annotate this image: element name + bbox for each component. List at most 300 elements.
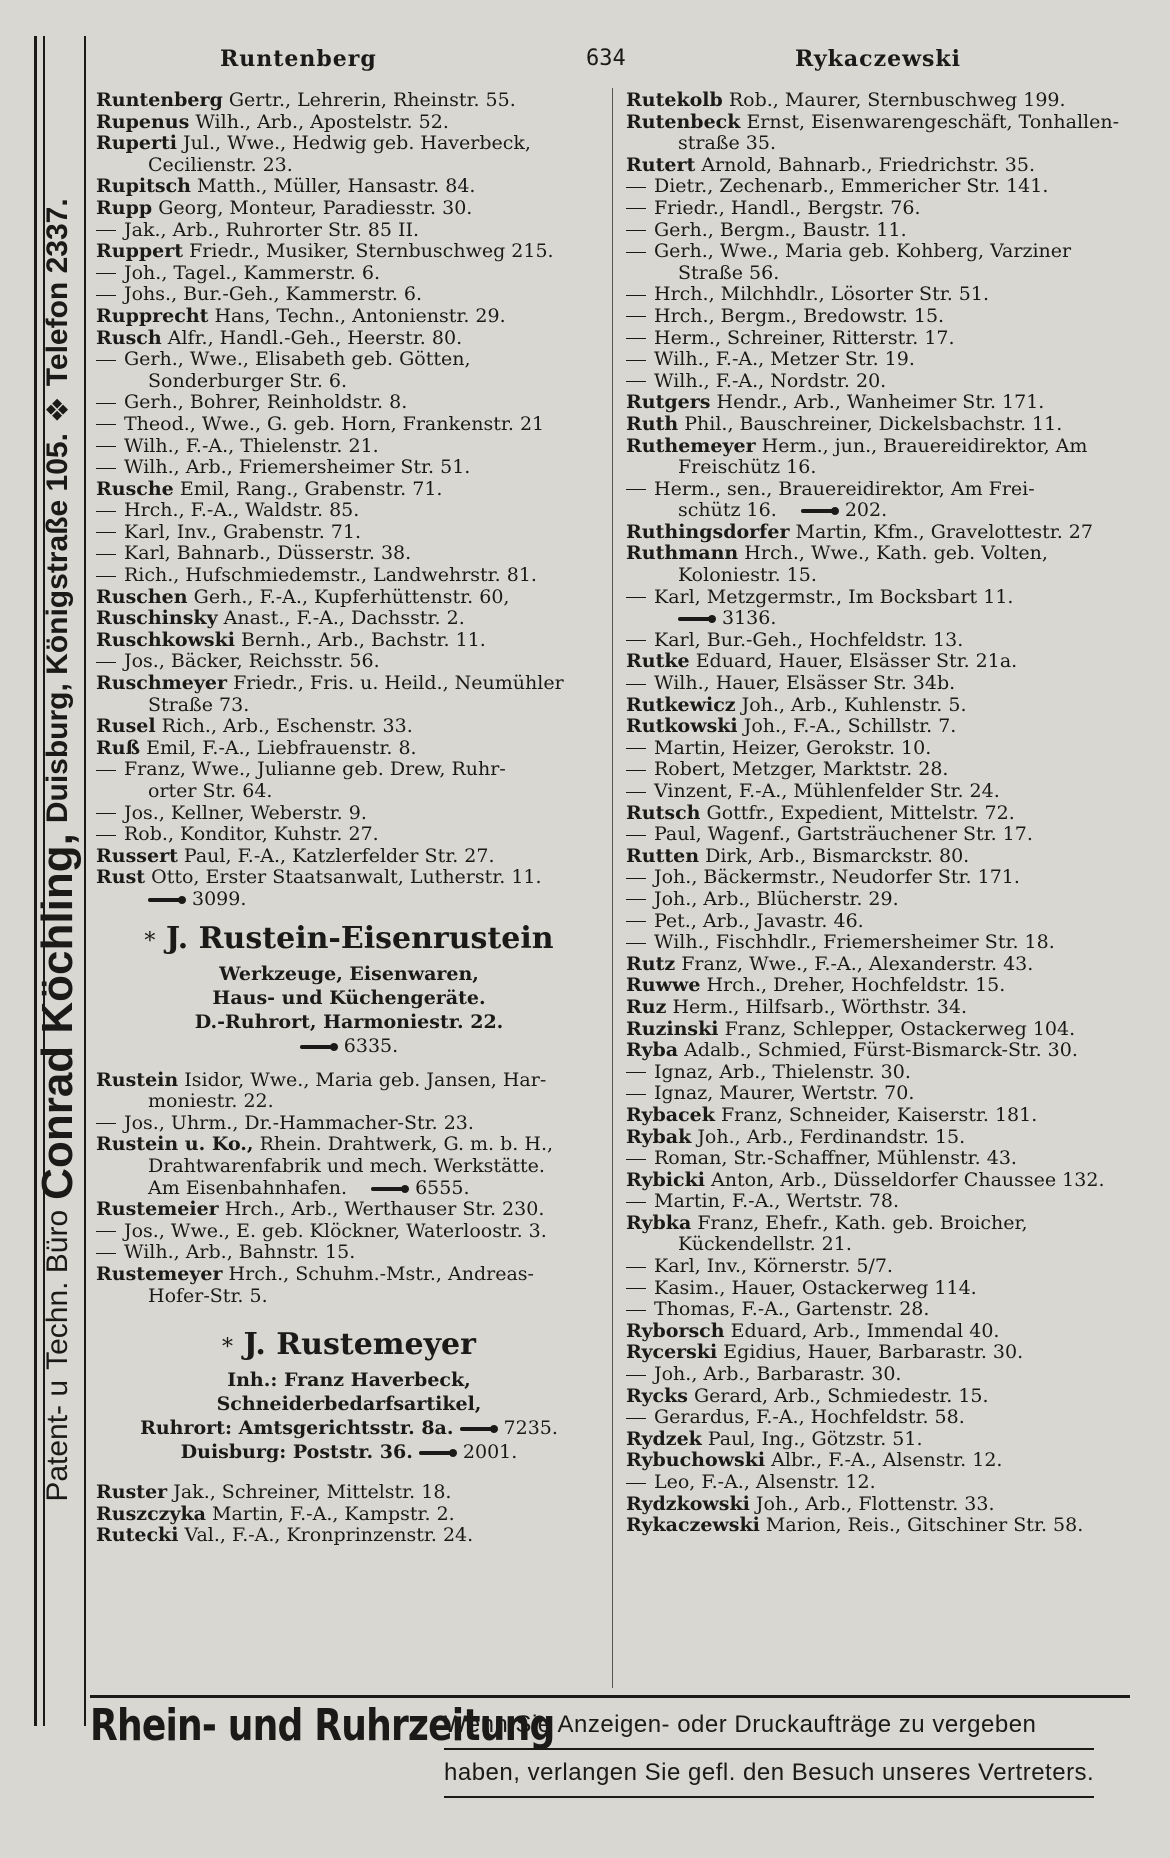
- entry-text: Val., F.-A., Kronprinzenstr. 24.: [184, 1524, 474, 1547]
- entry-text: Gertr., Lehrerin, Rheinstr. 55.: [228, 89, 516, 111]
- ditto-dash: [96, 1231, 116, 1232]
- directory-entry: [626, 781, 1146, 803]
- entry-surname: Rybuchowski: [626, 1449, 766, 1472]
- entry-text: Kückendellstr. 21.: [678, 1233, 852, 1256]
- directory-entry: [96, 176, 602, 198]
- entry-surname: Rupprecht: [96, 304, 209, 327]
- directory-entry: [626, 1083, 1146, 1105]
- entry-text: Adalb., Schmied, Fürst-Bismarck-Str. 30.: [684, 1039, 1078, 1062]
- entry-continuation: [96, 781, 602, 803]
- ditto-dash: [626, 835, 646, 836]
- advert-rustemeyer: [96, 1325, 602, 1464]
- directory-entry: [96, 651, 602, 673]
- entry-text: Hrch., Arb., Werthauser Str. 230.: [224, 1198, 545, 1221]
- entry-phone-number: 6555.: [415, 1176, 470, 1199]
- directory-entry: [626, 543, 1146, 565]
- entry-text: Karl, Bur.-Geh., Hochfeldstr. 13.: [654, 628, 964, 651]
- ditto-dash: [626, 381, 646, 382]
- ditto-dash: [626, 899, 646, 900]
- entry-continuation: [626, 1234, 1146, 1256]
- entry-text: Am Eisenbahnhafen.: [148, 1176, 348, 1199]
- directory-entry: [626, 198, 1146, 220]
- ditto-dash: [626, 792, 646, 793]
- entry-phone-number: 202.: [844, 499, 888, 522]
- directory-entry: [96, 436, 602, 458]
- ditto-dash: [626, 1375, 646, 1376]
- entry-text: Roman, Str.-Schaffner, Mühlenstr. 43.: [654, 1147, 1017, 1170]
- entry-text: moniestr. 22.: [148, 1090, 274, 1113]
- ditto-dash: [626, 1483, 646, 1484]
- ditto-dash: [626, 208, 646, 209]
- entry-text: Joh., Arb., Ferdinandstr. 15.: [697, 1125, 966, 1148]
- side-ad-address: Duisburg, Königstraße 105.: [41, 433, 74, 824]
- entry-surname: Rustein: [96, 1068, 179, 1091]
- directory-entry: [96, 90, 602, 112]
- entry-surname: Rutecki: [96, 1524, 179, 1547]
- directory-entry: [96, 1199, 602, 1221]
- directory-entry: [626, 1278, 1146, 1300]
- entry-text: Hrch., Milchhdlr., Lösorter Str. 51.: [654, 283, 989, 306]
- entry-text: straße 35.: [678, 132, 776, 155]
- entry-surname: Runtenberg: [96, 89, 223, 111]
- entry-surname: Rutekolb: [626, 89, 723, 111]
- entry-surname: Ruß: [96, 736, 141, 759]
- entry-text: Eduard, Arb., Immendal 40.: [730, 1319, 1000, 1342]
- entry-text: Emil, F.-A., Liebfrauenstr. 8.: [146, 736, 417, 759]
- entry-text: Franz, Ehefr., Kath. geb. Broicher,: [697, 1211, 1028, 1234]
- entry-text: Georg, Monteur, Paradiesstr. 30.: [158, 196, 473, 219]
- directory-entry: [96, 1504, 602, 1526]
- entry-text: Gerh., Wwe., Maria geb. Kohberg, Varziner: [654, 240, 1072, 263]
- entry-surname: Ruth: [626, 412, 679, 435]
- ditto-dash: [96, 662, 116, 663]
- entry-surname: Rutkewicz: [626, 693, 736, 716]
- footer-advert-text: [444, 1702, 1094, 1798]
- entry-text: Hofer-Str. 5.: [148, 1284, 268, 1307]
- directory-entry: [96, 824, 602, 846]
- entry-text: orter Str. 64.: [148, 780, 273, 802]
- directory-entry: [626, 1321, 1146, 1343]
- directory-entry: [96, 867, 602, 889]
- directory-entry: [96, 306, 602, 328]
- entry-text: Paul, F.-A., Katzlerfelder Str. 27.: [183, 844, 495, 867]
- directory-entry: [96, 846, 602, 868]
- directory-entry: [96, 284, 602, 306]
- entry-continuation: [96, 695, 602, 717]
- entry-text: Matth., Müller, Hansastr. 84.: [197, 175, 476, 198]
- directory-entry: [626, 1407, 1146, 1429]
- header-right-keyword: Rykaczewski: [795, 46, 961, 72]
- ditto-dash: [626, 1094, 646, 1095]
- entry-text: Kasim., Hauer, Ostackerweg 114.: [654, 1276, 977, 1299]
- directory-entry: [626, 1364, 1146, 1386]
- directory-entry: [626, 889, 1146, 911]
- entry-text: Robert, Metzger, Marktstr. 28.: [654, 758, 949, 781]
- entry-text: Jos., Uhrm., Dr.-Hammacher-Str. 23.: [124, 1111, 474, 1134]
- ditto-dash: [96, 468, 116, 469]
- side-ad-prefix: Patent- u: [41, 1379, 74, 1502]
- entry-text: Rhein. Drahtwerk, G. m. b. H.,: [259, 1133, 554, 1156]
- entry-surname: Rutgers: [626, 391, 711, 414]
- entry-text: Wilh., F.-A., Thielenstr. 21.: [124, 434, 379, 457]
- entry-surname: Ruthemeyer: [626, 434, 756, 457]
- entry-text: Karl, Metzgermstr., Im Bocksbart 11.: [654, 585, 1014, 608]
- entry-text: Wilh., Hauer, Elsässer Str. 34b.: [654, 672, 956, 695]
- directory-entry: [96, 328, 602, 350]
- directory-entry: [96, 716, 602, 738]
- ditto-dash: [96, 424, 116, 425]
- entry-text: Wilh., F.-A., Nordstr. 20.: [654, 369, 887, 392]
- directory-entry: [626, 932, 1146, 954]
- entry-text: Wilh., Fischhdlr., Friemersheimer Str. 18.: [654, 931, 1055, 954]
- directory-entry: [96, 1242, 602, 1264]
- entry-text: Hrch., Schuhm.-Mstr., Andreas-: [228, 1262, 534, 1285]
- side-ad-techn: Techn. Büro: [41, 1209, 74, 1370]
- directory-entry: [626, 846, 1146, 868]
- entry-surname: Ruschinsky: [96, 607, 218, 630]
- entry-text: Joh., Arb., Kuhlenstr. 5.: [741, 693, 967, 716]
- entry-surname: Rykaczewski: [626, 1514, 760, 1537]
- directory-entry: [626, 1127, 1146, 1149]
- directory-entry: [626, 673, 1146, 695]
- directory-entry: [96, 608, 602, 630]
- entry-text: Eduard, Hauer, Elsässer Str. 21a.: [695, 650, 1018, 673]
- directory-entry: [626, 306, 1146, 328]
- directory-entry: [96, 738, 602, 760]
- ditto-dash: [96, 532, 116, 533]
- ditto-dash: [626, 338, 646, 339]
- advert-rustein-line3: D.-Ruhrort, Harmoniestr. 22.: [194, 1010, 504, 1033]
- directory-entry: [96, 349, 602, 371]
- ditto-dash: [626, 1202, 646, 1203]
- advert-rustein-line2: Haus- und Küchengeräte.: [212, 986, 486, 1009]
- ditto-dash: [626, 1072, 646, 1073]
- entry-surname: Rybacek: [626, 1103, 715, 1126]
- advert-rustemeyer-name: J. Rustemeyer: [243, 1327, 476, 1363]
- entry-text: Marion, Reis., Gitschiner Str. 58.: [765, 1514, 1084, 1537]
- entry-surname: Rutke: [626, 650, 690, 673]
- telephone-icon: [460, 1425, 498, 1433]
- directory-entry: [626, 241, 1146, 263]
- header-left-keyword: Runtenberg: [220, 46, 377, 72]
- entry-text: Thomas, F.-A., Gartenstr. 28.: [654, 1298, 930, 1321]
- directory-entry: [96, 587, 602, 609]
- advert-rustein-line1: Werkzeuge, Eisenwaren,: [219, 962, 479, 985]
- entry-surname: Rutkowski: [626, 715, 738, 738]
- entry-text: Isidor, Wwe., Maria geb. Jansen, Har-: [184, 1068, 547, 1091]
- ditto-dash: [96, 295, 116, 296]
- entry-text: Joh., Bäckermstr., Neudorfer Str. 171.: [654, 866, 1020, 889]
- directory-entry: [96, 133, 602, 155]
- entry-surname: Rutenbeck: [626, 110, 741, 133]
- directory-entry: [96, 500, 602, 522]
- directory-entry: [96, 522, 602, 544]
- entry-text: Hrch., Bergm., Bredowstr. 15.: [654, 304, 945, 327]
- column-separator: [612, 88, 613, 1688]
- entry-text: Herm., jun., Brauereidirektor, Am: [761, 434, 1088, 457]
- directory-entry: [626, 695, 1146, 717]
- advert-rustein: [96, 919, 602, 1058]
- entry-text: Gerh., F.-A., Kupferhüttenstr. 60,: [193, 585, 510, 608]
- directory-entry: [96, 1070, 602, 1092]
- entry-text: Johs., Bur.-Geh., Kammerstr. 6.: [124, 283, 423, 306]
- entry-surname: Rust: [96, 866, 146, 889]
- entry-text: Vinzent, F.-A., Mühlenfelder Str. 24.: [654, 780, 1000, 802]
- entry-text: Franz, Wwe., Julianne geb. Drew, Ruhr-: [124, 758, 506, 781]
- advert-star: *: [222, 1335, 234, 1361]
- entry-text: Cecilienstr. 23.: [148, 153, 293, 176]
- directory-entry: [96, 112, 602, 134]
- directory-entry: [626, 651, 1146, 673]
- directory-entry: [626, 911, 1146, 933]
- directory-entry: [96, 1482, 602, 1504]
- entry-surname: Rupp: [96, 196, 153, 219]
- directory-entry: [626, 738, 1146, 760]
- advert-star: *: [144, 928, 156, 954]
- directory-entry: [626, 1429, 1146, 1451]
- directory-entry: [96, 803, 602, 825]
- directory-entry: [626, 1191, 1146, 1213]
- ditto-dash: [96, 273, 116, 274]
- directory-entry: [626, 1494, 1146, 1516]
- directory-entry: [626, 824, 1146, 846]
- directory-entry: [626, 1148, 1146, 1170]
- directory-entry: [96, 1113, 602, 1135]
- directory-entry: [626, 716, 1146, 738]
- entry-surname: Ruster: [96, 1481, 168, 1504]
- entry-surname: Rutz: [626, 952, 676, 975]
- directory-entry: [626, 284, 1146, 306]
- directory-entry: [626, 328, 1146, 350]
- entry-text: Karl, Inv., Grabenstr. 71.: [124, 520, 362, 543]
- entry-text: Martin, Heizer, Gerokstr. 10.: [654, 736, 932, 759]
- directory-entry: [96, 479, 602, 501]
- directory-entry: [626, 349, 1146, 371]
- ditto-dash: [626, 921, 646, 922]
- entry-text: Gottfr., Expedient, Mittelstr. 72.: [706, 801, 1015, 824]
- directory-entry: [96, 241, 602, 263]
- directory-entry: [626, 1040, 1146, 1062]
- entry-continuation: [626, 263, 1146, 285]
- entry-continuation: [626, 565, 1146, 587]
- entry-text: Anast., F.-A., Dachsstr. 2.: [223, 607, 465, 630]
- directory-entry: [96, 457, 602, 479]
- directory-entry: [96, 1525, 602, 1547]
- telephone-icon: [148, 896, 186, 904]
- entry-continuation: [626, 500, 1146, 522]
- footer-line-2: haben, verlangen Sie gefl. den Besuch unseres Vertreters.: [444, 1750, 1094, 1798]
- telephone-icon: [678, 615, 716, 623]
- directory-entry: [626, 975, 1146, 997]
- directory-entry: [96, 1221, 602, 1243]
- entry-surname: Rybak: [626, 1125, 692, 1148]
- directory-entry: [96, 1264, 602, 1286]
- entry-text: Gerh., Bohrer, Reinholdstr. 8.: [124, 391, 408, 414]
- entry-text: Gerardus, F.-A., Hochfeldstr. 58.: [654, 1406, 965, 1429]
- ditto-dash: [626, 360, 646, 361]
- footer-rule: [90, 1695, 1130, 1698]
- directory-entry: [96, 414, 602, 436]
- entry-continuation: [96, 1286, 602, 1308]
- directory-entry: [626, 997, 1146, 1019]
- directory-entry: [96, 630, 602, 652]
- entry-text: Jos., Wwe., E. geb. Klöckner, Waterloostr. 3.: [124, 1219, 547, 1242]
- entry-surname: Rustemeier: [96, 1198, 219, 1221]
- left-entries-bottom: [96, 1482, 602, 1547]
- entry-text: Friedr., Handl., Bergstr. 76.: [654, 196, 921, 219]
- entry-text: Herm., sen., Brauereidirektor, Am Frei-: [654, 477, 1035, 500]
- ditto-dash: [626, 230, 646, 231]
- directory-entry: [626, 176, 1146, 198]
- entry-continuation: [96, 889, 602, 911]
- entry-text: Paul, Ing., Götzstr. 51.: [707, 1427, 923, 1450]
- entry-text: Ignaz, Arb., Thielenstr. 30.: [654, 1060, 911, 1083]
- entry-text: Martin, F.-A., Wertstr. 78.: [654, 1190, 900, 1213]
- entry-text: Straße 73.: [148, 693, 250, 716]
- entry-text: Leo, F.-A., Alsenstr. 12.: [654, 1471, 876, 1493]
- directory-entry: [626, 587, 1146, 609]
- advert-rustemeyer-ruhrort: Ruhrort: Amtsgerichtsstr. 8a. 7235.: [140, 1417, 558, 1440]
- entry-text: Franz, Schlepper, Ostackerweg 104.: [724, 1017, 1076, 1040]
- entry-surname: Ruwwe: [626, 974, 701, 997]
- entry-text: Hrch., Dreher, Hochfeldstr. 15.: [706, 974, 1006, 997]
- directory-entry: [626, 371, 1146, 393]
- entry-surname: Rupenus: [96, 110, 190, 133]
- left-entries-middle: [96, 1070, 602, 1308]
- directory-entry: [626, 522, 1146, 544]
- entry-surname: Ruperti: [96, 132, 177, 155]
- entry-text: Martin, F.-A., Kampstr. 2.: [212, 1502, 455, 1525]
- entry-text: Albr., F.-A., Alsenstr. 12.: [771, 1449, 1003, 1472]
- directory-entry: [96, 1134, 602, 1156]
- entry-text: Joh., Arb., Barbarastr. 30.: [654, 1363, 902, 1386]
- telephone-icon: [371, 1185, 409, 1193]
- advert-rustemeyer-owner: Inh.: Franz Haverbeck,: [227, 1369, 471, 1392]
- ditto-dash: [96, 511, 116, 512]
- directory-entry: [96, 565, 602, 587]
- ditto-dash: [626, 489, 646, 490]
- entry-text: Alfr., Handl.-Geh., Heerstr. 80.: [167, 326, 463, 349]
- entry-text: Paul, Wagenf., Gartsträuchener Str. 17.: [654, 823, 1033, 846]
- entry-text: Jos., Bäcker, Reichsstr. 56.: [124, 650, 380, 673]
- ditto-dash: [96, 770, 116, 771]
- ditto-dash: [626, 943, 646, 944]
- entry-text: Rich., Arb., Eschenstr. 33.: [161, 715, 413, 738]
- entry-surname: Rydzkowski: [626, 1492, 750, 1515]
- left-entries-top: [96, 90, 602, 911]
- entry-text: Drahtwarenfabrik und mech. Werkstätte.: [148, 1154, 545, 1177]
- directory-entry: [626, 479, 1146, 501]
- advert-rustein-name: J. Rustein-Eisenrustein: [165, 920, 554, 956]
- directory-entry: [626, 1450, 1146, 1472]
- entry-surname: Rutten: [626, 844, 700, 867]
- entry-text: Anton, Arb., Düsseldorfer Chaussee 132.: [711, 1168, 1105, 1191]
- entry-text: Herm., Hilfsarb., Wörthstr. 34.: [672, 995, 967, 1018]
- directory-entry: [626, 1299, 1146, 1321]
- entry-text: Franz, Wwe., F.-A., Alexanderstr. 43.: [681, 952, 1034, 975]
- entry-text: Freischütz 16.: [678, 456, 817, 479]
- entry-text: Jul., Wwe., Hedwig geb. Haverbeck,: [183, 132, 531, 155]
- entry-surname: Ruz: [626, 995, 667, 1018]
- entry-surname: Ruschen: [96, 585, 188, 608]
- entry-surname: Ruppert: [96, 240, 184, 263]
- entry-text: Dietr., Zechenarb., Emmericher Str. 141.: [654, 175, 1049, 198]
- directory-entry: [626, 1472, 1146, 1494]
- directory-entry: [96, 759, 602, 781]
- entry-text: Wilh., F.-A., Metzer Str. 19.: [654, 348, 915, 371]
- ditto-dash: [626, 597, 646, 598]
- entry-text: Phil., Bauschreiner, Dickelsbachstr. 11.: [684, 412, 1063, 435]
- ditto-dash: [626, 770, 646, 771]
- entry-surname: Ruszczyka: [96, 1502, 206, 1525]
- side-advertisement: [33, 70, 83, 1630]
- ditto-dash: [96, 835, 116, 836]
- directory-entry: [626, 1256, 1146, 1278]
- ditto-dash: [626, 316, 646, 317]
- entry-surname: Rustemeyer: [96, 1262, 223, 1285]
- ditto-dash: [96, 446, 116, 447]
- entry-text: schütz 16.: [678, 499, 777, 522]
- ditto-dash: [626, 295, 646, 296]
- entry-text: Wilh., Arb., Bahnstr. 15.: [124, 1241, 356, 1264]
- side-ad-separator: ❖: [41, 396, 75, 424]
- right-column: [626, 90, 1146, 1537]
- directory-entry: [96, 220, 602, 242]
- directory-entry: [626, 436, 1146, 458]
- entry-text: Jak., Schreiner, Mittelstr. 18.: [173, 1481, 452, 1504]
- ditto-dash: [626, 1288, 646, 1289]
- ditto-dash: [626, 878, 646, 879]
- entry-text: Dirk, Arb., Bismarckstr. 80.: [705, 844, 970, 867]
- entry-surname: Ruschkowski: [96, 628, 235, 651]
- entry-text: Sonderburger Str. 6.: [148, 369, 348, 392]
- ditto-dash: [96, 554, 116, 555]
- ditto-dash: [626, 1159, 646, 1160]
- entry-text: Ignaz, Maurer, Wertstr. 70.: [654, 1082, 915, 1105]
- entry-surname: Russert: [96, 844, 178, 867]
- entry-continuation: [626, 457, 1146, 479]
- entry-text: Gerh., Bergm., Baustr. 11.: [654, 218, 907, 241]
- entry-text: Friedr., Musiker, Sternbuschweg 215.: [189, 240, 554, 263]
- entry-surname: Rydzek: [626, 1427, 702, 1450]
- entry-text: Jak., Arb., Ruhrorter Str. 85 II.: [124, 218, 420, 241]
- entry-surname: Rutsch: [626, 801, 701, 824]
- entry-text: Wilh., Arb., Friemersheimer Str. 51.: [124, 456, 471, 479]
- advert-rustein-phone: 6335.: [96, 1034, 602, 1058]
- telephone-icon: [419, 1449, 457, 1457]
- entry-text: Egidius, Hauer, Barbarastr. 30.: [723, 1341, 1024, 1364]
- directory-entry: [626, 954, 1146, 976]
- advert-rustemeyer-goods: Schneiderbedarfsartikel,: [216, 1393, 482, 1416]
- ditto-dash: [96, 1123, 116, 1124]
- entry-text: Emil, Rang., Grabenstr. 71.: [179, 477, 443, 500]
- entry-text: Franz, Schneider, Kaiserstr. 181.: [720, 1103, 1038, 1126]
- entry-text: Koloniestr. 15.: [678, 564, 817, 587]
- entry-surname: Rycerski: [626, 1341, 718, 1364]
- directory-entry: [96, 263, 602, 285]
- entry-surname: Rusel: [96, 715, 156, 738]
- entry-text: Theod., Wwe., G. geb. Horn, Frankenstr. 21: [124, 412, 545, 435]
- entry-surname: Rycks: [626, 1384, 688, 1407]
- ditto-dash: [626, 684, 646, 685]
- entry-text: Joh., F.-A., Schillstr. 7.: [743, 715, 957, 738]
- entry-text: Gerh., Wwe., Elisabeth geb. Götten,: [124, 348, 471, 371]
- directory-entry: [626, 414, 1146, 436]
- ditto-dash: [626, 1418, 646, 1419]
- entry-surname: Rusche: [96, 477, 174, 500]
- entry-text: Rob., Maurer, Sternbuschweg 199.: [728, 89, 1066, 111]
- entry-text: Hrch., F.-A., Waldstr. 85.: [124, 499, 360, 522]
